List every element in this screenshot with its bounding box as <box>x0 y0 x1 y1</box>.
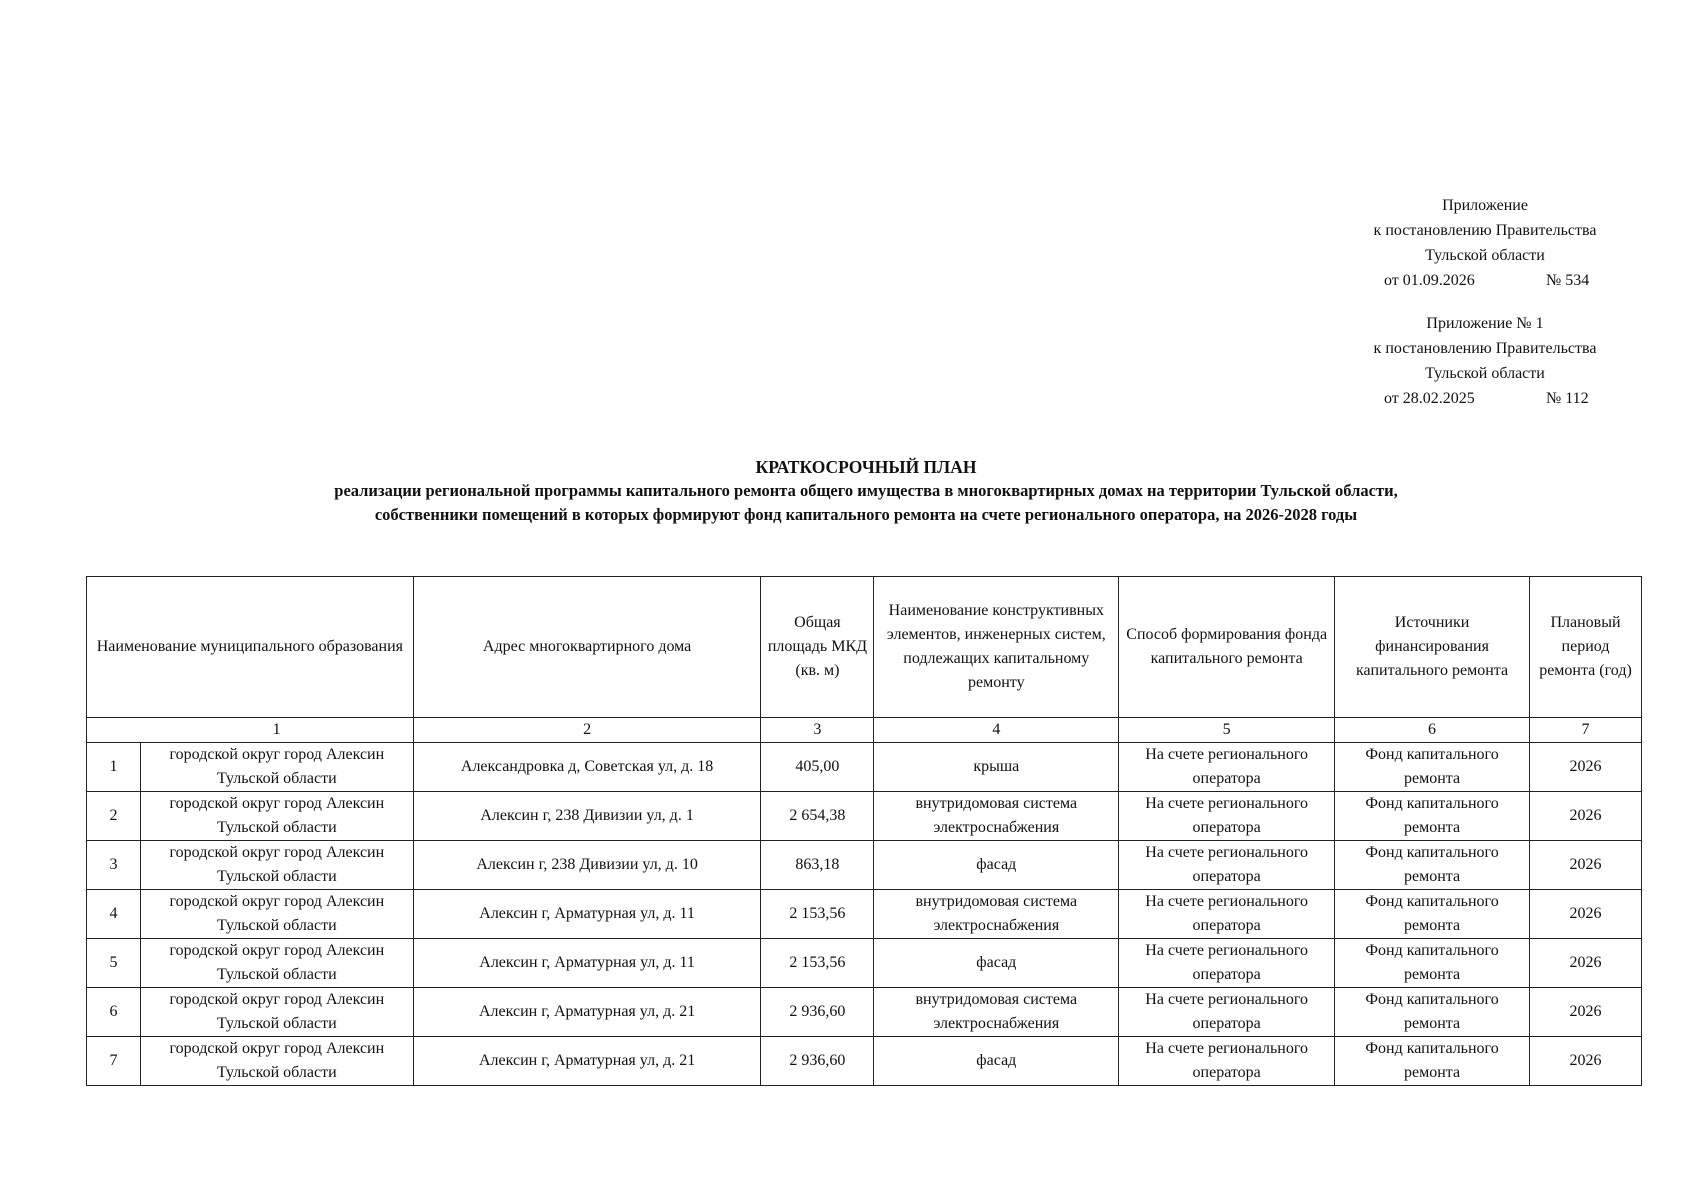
repair-plan-table <box>86 576 1642 1086</box>
element-cell: внутридомовая система электроснабжения <box>874 792 1119 841</box>
area-cell: 2 936,60 <box>761 1037 874 1086</box>
year-cell: 2026 <box>1530 792 1642 841</box>
method-cell: На счете регионального оператора <box>1119 792 1335 841</box>
municipality-cell: городской округ город Алексин Тульской области <box>140 743 413 792</box>
table-row <box>87 939 1642 988</box>
source-cell: Фонд капитального ремонта <box>1335 1037 1530 1086</box>
appendix-date-line <box>1350 268 1620 293</box>
appendix-original-block <box>1350 311 1620 411</box>
header-address: Адрес многоквартирного дома <box>413 577 761 718</box>
element-cell: фасад <box>874 841 1119 890</box>
element-cell: фасад <box>874 939 1119 988</box>
appendix-number: № 534 <box>1546 272 1590 289</box>
source-cell: Фонд капитального ремонта <box>1335 743 1530 792</box>
element-cell: крыша <box>874 743 1119 792</box>
row-number: 7 <box>87 1037 141 1086</box>
area-cell: 2 654,38 <box>761 792 874 841</box>
header-area: Общая площадь МКД (кв. м) <box>761 577 874 718</box>
column-number: 1 <box>140 718 413 743</box>
address-cell: Алексин г, Арматурная ул, д. 21 <box>413 988 761 1037</box>
municipality-cell: городской округ город Алексин Тульской области <box>140 792 413 841</box>
table-row <box>87 890 1642 939</box>
method-cell: На счете регионального оператора <box>1119 743 1335 792</box>
column-number-row <box>87 718 1642 743</box>
method-cell: На счете регионального оператора <box>1119 1037 1335 1086</box>
appendix-date-line <box>1350 386 1620 411</box>
appendix-region-line: Тульской области <box>1425 365 1545 382</box>
column-number: 5 <box>1119 718 1335 743</box>
appendix-label: Приложение <box>1442 197 1528 214</box>
method-cell: На счете регионального оператора <box>1119 890 1335 939</box>
appendix-resolution-line: к постановлению Правительства <box>1373 340 1597 357</box>
address-cell: Алексин г, Арматурная ул, д. 11 <box>413 890 761 939</box>
source-cell: Фонд капитального ремонта <box>1335 988 1530 1037</box>
method-cell: На счете регионального оператора <box>1119 939 1335 988</box>
column-number: 7 <box>1530 718 1642 743</box>
header-elements: Наименование конструктивных элементов, инженерных систем, подлежащих капитальному ремонту <box>874 577 1119 718</box>
municipality-cell: городской округ город Алексин Тульской области <box>140 939 413 988</box>
municipality-cell: городской округ город Алексин Тульской области <box>140 841 413 890</box>
source-cell: Фонд капитального ремонта <box>1335 890 1530 939</box>
appendix-region-line: Тульской области <box>1425 247 1545 264</box>
column-number: 3 <box>761 718 874 743</box>
table-row <box>87 792 1642 841</box>
method-cell: На счете регионального оператора <box>1119 988 1335 1037</box>
column-number: 4 <box>874 718 1119 743</box>
table-header-row <box>87 577 1642 718</box>
municipality-cell: городской округ город Алексин Тульской области <box>140 890 413 939</box>
area-cell: 2 153,56 <box>761 890 874 939</box>
year-cell: 2026 <box>1530 841 1642 890</box>
document-title: КРАТКОСРОЧНЫЙ ПЛАН <box>755 457 977 477</box>
address-cell: Алексин г, 238 Дивизии ул, д. 1 <box>413 792 761 841</box>
column-number: 6 <box>1335 718 1530 743</box>
header-municipality: Наименование муниципального образования <box>87 577 414 718</box>
appendix-current-block <box>1350 193 1620 293</box>
appendix-label: Приложение № 1 <box>1426 315 1544 332</box>
municipality-cell: городской округ город Алексин Тульской области <box>140 988 413 1037</box>
appendix-date: от 28.02.2025 <box>1384 390 1475 407</box>
year-cell: 2026 <box>1530 988 1642 1037</box>
row-number: 6 <box>87 988 141 1037</box>
row-number: 2 <box>87 792 141 841</box>
year-cell: 2026 <box>1530 743 1642 792</box>
source-cell: Фонд капитального ремонта <box>1335 792 1530 841</box>
address-cell: Алексин г, Арматурная ул, д. 11 <box>413 939 761 988</box>
area-cell: 2 153,56 <box>761 939 874 988</box>
element-cell: фасад <box>874 1037 1119 1086</box>
header-sources: Источники финансирования капитального ремонта <box>1335 577 1530 718</box>
column-number: 2 <box>413 718 761 743</box>
document-title-block <box>86 455 1646 527</box>
header-fund-method: Способ формирования фонда капитального ремонта <box>1119 577 1335 718</box>
table-row <box>87 743 1642 792</box>
address-cell: Алексин г, 238 Дивизии ул, д. 10 <box>413 841 761 890</box>
table-row <box>87 841 1642 890</box>
table-row <box>87 988 1642 1037</box>
element-cell: внутридомовая система электроснабжения <box>874 988 1119 1037</box>
row-number: 3 <box>87 841 141 890</box>
year-cell: 2026 <box>1530 890 1642 939</box>
row-number: 5 <box>87 939 141 988</box>
address-cell: Алексин г, Арматурная ул, д. 21 <box>413 1037 761 1086</box>
source-cell: Фонд капитального ремонта <box>1335 939 1530 988</box>
area-cell: 2 936,60 <box>761 988 874 1037</box>
appendix-date: от 01.09.2026 <box>1384 272 1475 289</box>
year-cell: 2026 <box>1530 1037 1642 1086</box>
row-number: 1 <box>87 743 141 792</box>
municipality-cell: городской округ город Алексин Тульской области <box>140 1037 413 1086</box>
area-cell: 405,00 <box>761 743 874 792</box>
address-cell: Александровка д, Советская ул, д. 18 <box>413 743 761 792</box>
source-cell: Фонд капитального ремонта <box>1335 841 1530 890</box>
year-cell: 2026 <box>1530 939 1642 988</box>
document-subtitle-line-1: реализации региональной программы капитального ремонта общего имущества в многоквартирных домах на территории Тульской области, <box>334 481 1398 500</box>
appendix-resolution-line: к постановлению Правительства <box>1373 222 1597 239</box>
area-cell: 863,18 <box>761 841 874 890</box>
document-subtitle-line-2: собственники помещений в которых формируют фонд капитального ремонта на счете регионального оператора, на 2026-2028 годы <box>374 505 1358 524</box>
appendix-number: № 112 <box>1546 390 1589 407</box>
header-period: Плановый период ремонта (год) <box>1530 577 1642 718</box>
method-cell: На счете регионального оператора <box>1119 841 1335 890</box>
table-row <box>87 1037 1642 1086</box>
row-number: 4 <box>87 890 141 939</box>
element-cell: внутридомовая система электроснабжения <box>874 890 1119 939</box>
